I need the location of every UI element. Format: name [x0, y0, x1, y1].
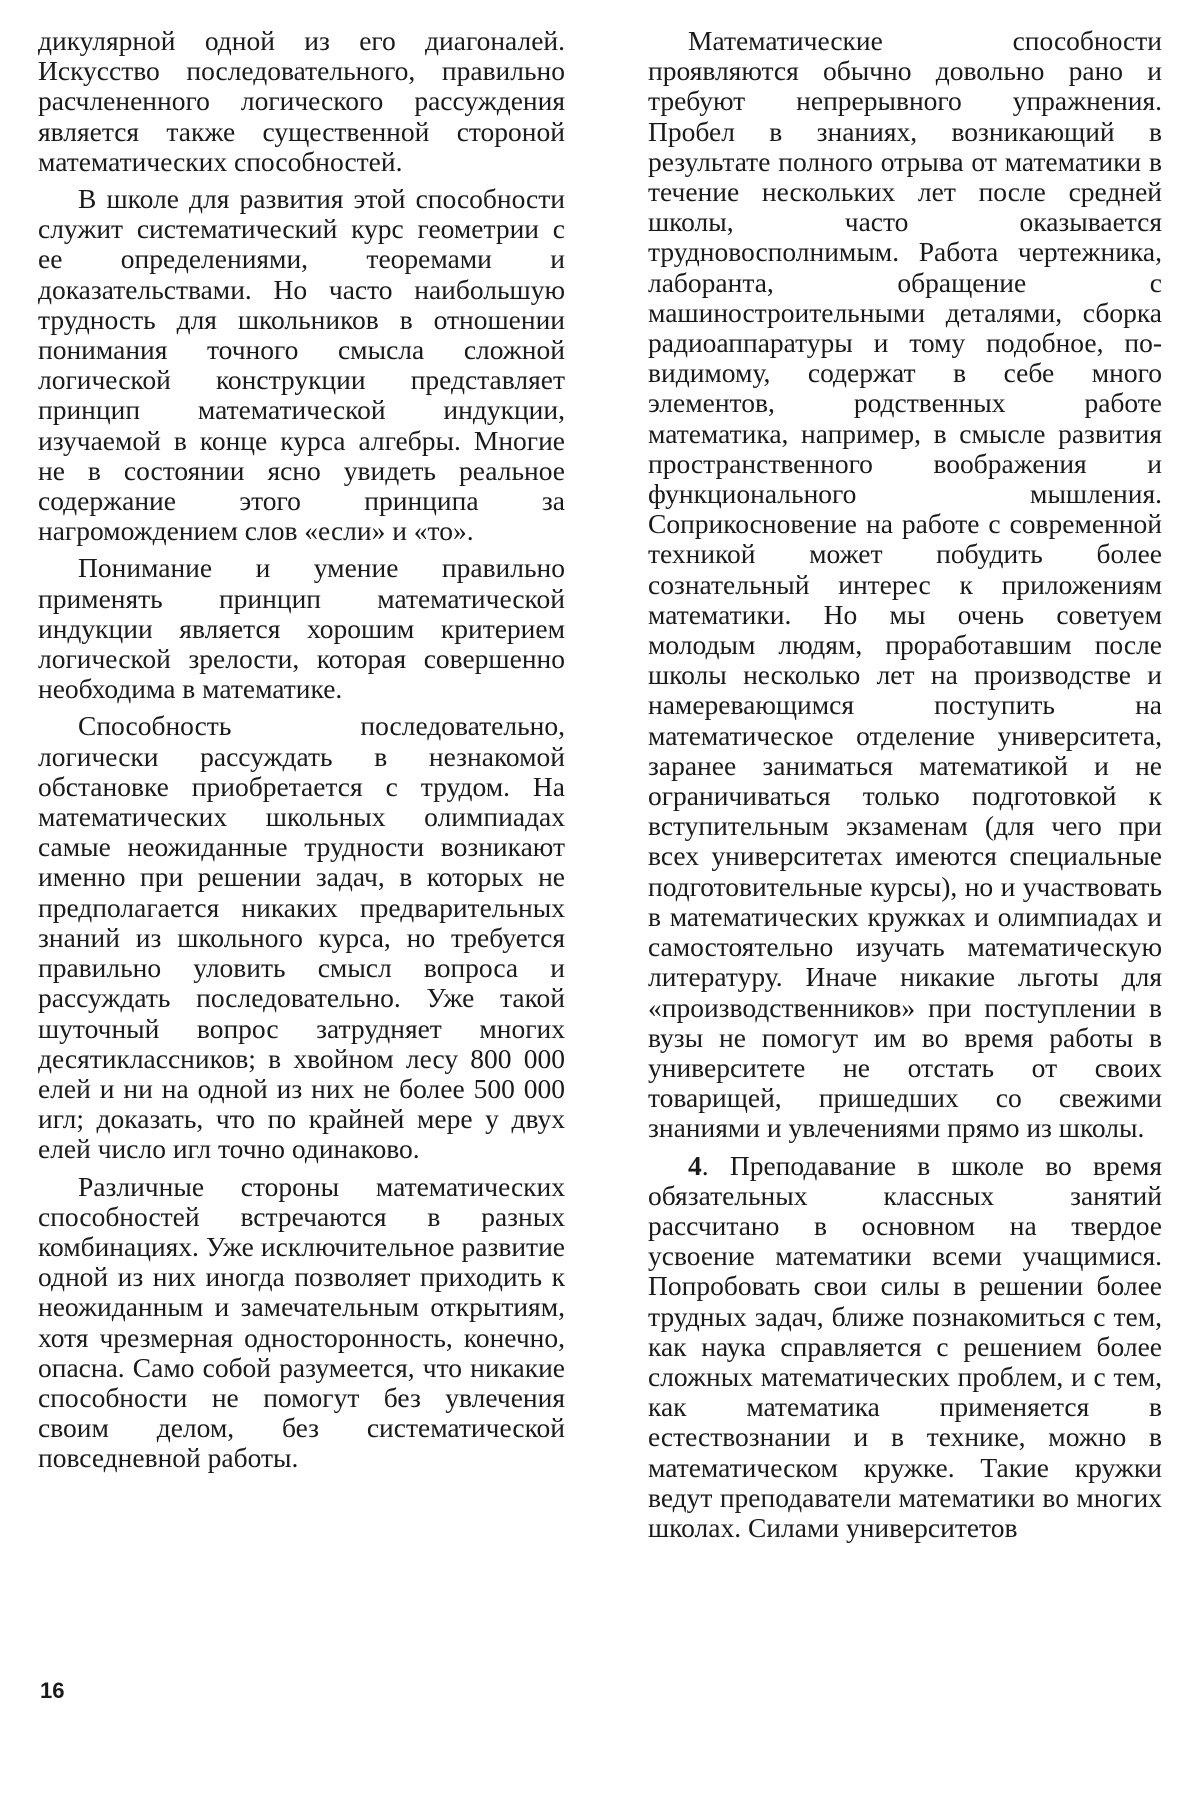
paragraph-section-4 — [648, 1151, 1162, 1544]
right-column — [648, 26, 1162, 1550]
page-number: 16 — [40, 1678, 65, 1703]
paragraph-combinations: Различные стороны математических способностей встречаются в разных комбинациях. Уже исключительное развитие одной из них иногда позволяет приходить к неожиданным и замечательным открытиям, хотя чрезмерная односторонность, конечно, опасна. Само собой разумеется, что никакие способности не помогут без увлечения своим делом, без систематической повседневной работы. — [38, 1170, 565, 1474]
paragraph-logical-reasoning: Способность последовательно, логически рассуждать в незнакомой обстановке приобретается с трудом. На математических школьных олимпиадах самые неожиданные трудности возникают именно при решении задач, в которых не предполагается никаких предварительных знаний из школьного курса, но требуется правильно уловить смысл вопроса и рассуждать последовательно. Уже такой шуточный вопрос затрудняет многих десятиклассников; в хвойном лесу 800 000 елей и ни на одной из них не более 500 000 игл; доказать, что по крайней мере у двух елей число игл точно одинаково. — [38, 710, 565, 1165]
paragraph-continued: дикулярной одной из его диагоналей. Искусство последовательного, правильно расчлененного логического рассуждения является также существенной стороной математических способностей. — [38, 25, 565, 177]
paragraph-induction-criterion: Понимание и умение правильно применять принцип математической индукции является хорошим критерием логической зрелости, которая совершенно необходима в математике. — [38, 552, 565, 705]
section-4-text: . Преподавание в школе во время обязательных классных занятий рассчитано в основном на твердое усвоение математики всеми учащимися. Попробовать свои силы в решении более трудных задач, ближе познакомиться с тем, как наука справляется с решением более сложных математических проблем, и с тем, как математика применяется в естествознании и в технике, можно в математическом кружке. Такие кружки ведут преподаватели математики во многих школах. Силами университетов — [648, 1149, 1162, 1543]
section-number: 4 — [688, 1149, 702, 1181]
paragraph-early-abilities: Математические способности проявляются обычно довольно рано и требуют непрерывного упражнения. Пробел в знаниях, возникающий в результате полного отрыва от математики в течение нескольких лет после средней школы, часто оказывается трудновосполнимым. Работа чертежника, лаборанта, обращение с машиностроительными деталями, сборка радиоаппаратуры и тому подобное, по-видимому, содержат в себе много элементов, родственных работе математика, например, в смысле развития пространственного воображения и функционального мышления. Соприкосновение на работе с современной техникой может побудить более сознательный интерес к приложениям математики. Но мы очень советуем молодым людям, проработавшим после школы несколько лет на производстве и намеревающимся поступить на математическое отделение университета, заранее заниматься математикой и не ограничиваться только подготовкой к вступительным экзаменам (для чего при всех университетах имеются специальные подготовительные курсы), но и участвовать в математических кружках и олимпиадах и самостоятельно изучать математическую литературу. Иначе никакие льготы для «производственников» при поступлении в вузы не помогут им во время работы в университете не отстать от своих товарищей, пришедших со свежими знаниями и увлечениями прямо из школы. — [648, 25, 1162, 1144]
left-column — [38, 26, 565, 1481]
paragraph-geometry-course: В школе для развития этой способности служит систематический курс геометрии с ее определениями, теоремами и доказательствами. Но часто наибольшую трудность для школьников в отношении понимания точного смысла сложной логической конструкции представляет принцип математической индукции, изучаемой в конце курса алгебры. Многие не в состоянии ясно увидеть реальное содержание этого принципа за нагромождением слов «если» и «то». — [38, 183, 565, 547]
